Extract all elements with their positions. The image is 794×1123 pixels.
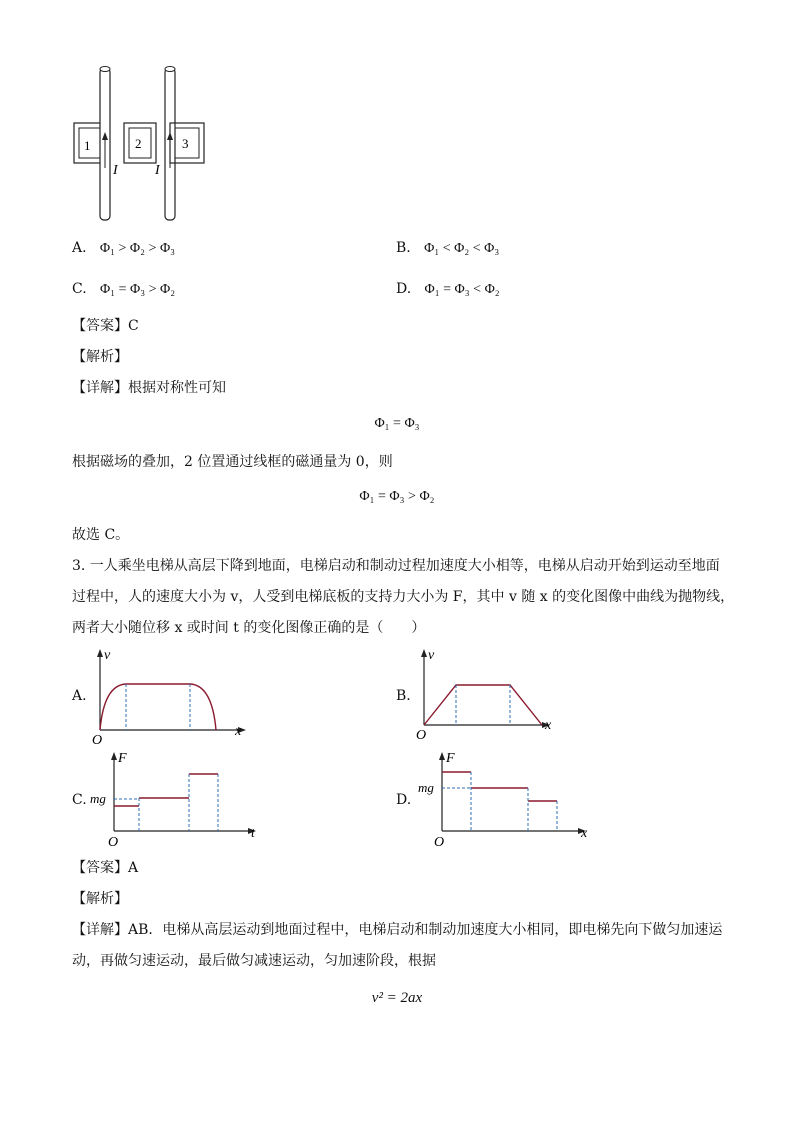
wire-1-top [100,67,110,72]
q2-detail-2: 根据磁场的叠加，2 位置通过线框的磁通量为 0，则 [72,454,393,470]
q2-option-d: D. Φ₁ = Φ₃ < Φ₂ [396,281,500,297]
q3-equation: v² = 2ax [371,990,423,1006]
graph-c-letter: C. [72,792,87,808]
graph-d-y-label: F [446,751,455,766]
q3-detail-line-2: 动，再做匀速运动，最后做匀减速运动，匀加速阶段，根据 [72,953,436,969]
graph-a-letter: A. [72,688,87,704]
q2-equation-2: Φ₁ = Φ₃ > Φ₂ [359,489,435,504]
graph-a-curve [100,684,216,730]
graph-d-x-label: x [581,826,588,841]
graph-c-origin: O [108,835,119,850]
q3-stem-line-1: 3. 一人乘坐电梯从高层下降到地面，电梯启动和制动过程加速度大小相等，电梯从启动开始到运动至地面 [72,558,720,574]
graph-a-x-label: x [235,724,242,739]
graph-d-origin: O [434,835,445,850]
graph-c-y-label: F [118,751,127,766]
q2-option-a: A. Φ₁ > Φ₂ > Φ₃ [72,240,176,256]
q2-detail-1: 【详解】根据对称性可知 [72,380,226,396]
graph-d-letter: D. [396,792,412,808]
q2-option-b: B. Φ₁ < Φ₂ < Φ₃ [396,240,500,256]
graph-b-origin: O [416,728,427,743]
graph-c-mg-label: mg [90,791,106,806]
current-label-2: I [155,163,160,178]
frame-label-2: 2 [135,136,142,151]
graph-d-mg-label: mg [418,780,434,795]
graph-d [414,748,594,853]
graph-c-y-arrow [111,752,117,760]
graph-b-y-arrow [421,649,427,657]
q2-analysis: 【解析】 [72,349,128,365]
graph-b-letter: B. [396,688,411,704]
graph-d-y-arrow [439,752,445,760]
graph-b-x-label: x [545,718,552,733]
graph-c-x-label: t [251,826,255,841]
graph-a-y-label: v [104,648,111,663]
graph-b-curve [424,685,542,725]
current-label-1: I [113,163,118,178]
q3-answer: 【答案】A [72,860,139,876]
wire-2-top [165,67,175,72]
q2-answer: 【答案】C [72,318,139,334]
wire-coil-figure [60,58,230,228]
q2-conclusion: 故选 C。 [72,527,130,543]
graph-b-y-label: v [428,648,435,663]
q3-stem-line-2: 过程中，人的速度大小为 v，人受到电梯底板的支持力大小为 F，其中 v 随 x 的变化图像中曲线为抛物线， [72,589,735,605]
q3-analysis: 【解析】 [72,891,128,907]
q3-stem-line-3: 两者大小随位移 x 或时间 t 的变化图像正确的是（ ） [72,620,426,636]
graph-a [90,645,260,745]
graph-c [90,748,270,853]
graph-b [414,645,584,745]
q2-equation-1: Φ₁ = Φ₃ [374,416,420,431]
q2-option-c: C. Φ₁ = Φ₃ > Φ₂ [72,281,176,297]
graph-a-origin: O [92,733,103,745]
graph-a-y-arrow [97,649,103,657]
frame-label-1: 1 [84,138,91,153]
q3-detail-line-1: 【详解】AB．电梯从高层运动到地面过程中，电梯启动和制动加速度大小相同，即电梯先向下做匀加速运 [72,922,723,938]
frame-label-3: 3 [182,136,189,151]
